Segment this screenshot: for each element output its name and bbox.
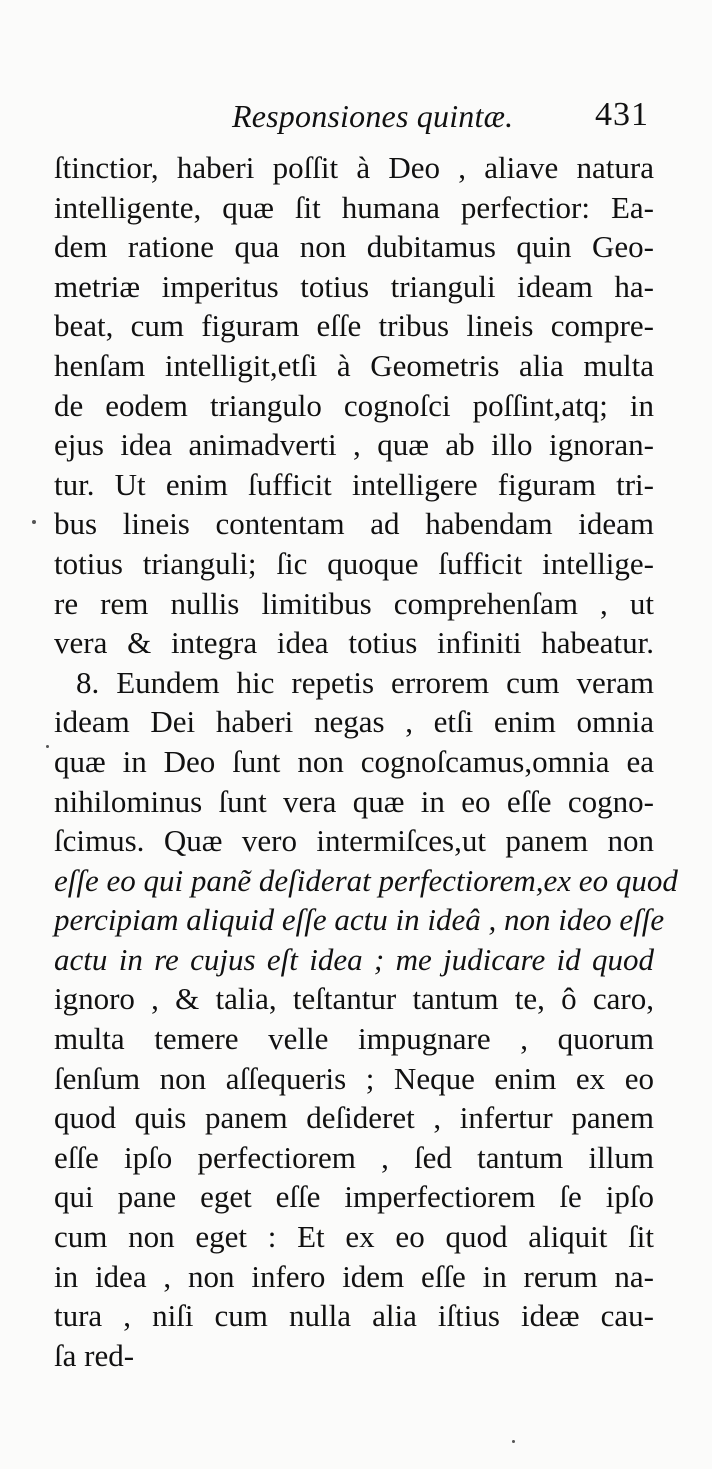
- text-line: intelligente, quæ ſit humana perfectior: Ea-: [54, 189, 654, 225]
- italic-text-line: actu in re cujus eſt idea ; me judicare id quod: [54, 941, 654, 977]
- text-line: quæ in Deo ſunt non cognoſcamus,omnia ea: [54, 743, 654, 779]
- print-speck: [46, 745, 49, 748]
- text-line: multa temere velle impugnare , quorum: [54, 1021, 654, 1057]
- text-line: metriæ imperitus totius trianguli ideam ha-: [54, 268, 654, 304]
- text-line: tur. Ut enim ſufficit intelligere figuram tri-: [54, 466, 654, 502]
- text-line: totius trianguli; ſic quoque ſufficit intellige-: [54, 545, 654, 581]
- print-speck: [32, 520, 36, 524]
- text-line: ideam Dei haberi negas , etſi enim omnia: [54, 704, 654, 740]
- catchword-line: ſa red-: [54, 1337, 135, 1373]
- text-line: eſſe ipſo perfectiorem , ſed tantum illum: [54, 1139, 654, 1175]
- text-line: ejus idea animadverti , quæ ab illo ignoran-: [54, 427, 654, 463]
- text-line: henſam intelligit,etſi à Geometris alia multa: [54, 347, 654, 383]
- page-number: 431: [595, 96, 649, 133]
- text-line: ſcimus. Quæ vero intermiſces,ut panem non: [54, 823, 654, 859]
- running-title: Responsiones quintæ.: [232, 98, 514, 134]
- running-head: [0, 92, 712, 144]
- text-line: cum non eget : Et ex eo quod aliquit ſit: [54, 1219, 654, 1255]
- text-line: ſtinctior, haberi poſſit à Deo , aliave natura: [54, 150, 654, 185]
- text-line: nihilominus ſunt vera quæ in eo eſſe cogno-: [54, 783, 654, 819]
- text-line: vera & integra idea totius infiniti habeatur.: [54, 625, 654, 661]
- italic-text-line: percipiam aliquid eſſe actu in ideâ , non ideo eſſe: [54, 902, 665, 938]
- text-line: qui pane eget eſſe imperfectiorem ſe ipſo: [54, 1179, 654, 1215]
- text-line: bus lineis contentam ad habendam ideam: [54, 506, 654, 542]
- text-line: in idea , non infero idem eſſe in rerum na-: [54, 1258, 654, 1294]
- text-line: re rem nullis limitibus comprehenſam , ut: [54, 585, 654, 621]
- body-text: [54, 148, 678, 1375]
- text-line: ſenſum non aſſequeris ; Neque enim ex eo: [54, 1060, 654, 1096]
- text-line: beat, cum figuram eſſe tribus lineis compre-: [54, 308, 654, 344]
- text-line: tura , niſi cum nulla alia iſtius ideæ cau-: [54, 1298, 654, 1334]
- text-line: ignoro , & talia, teſtantur tantum te, ô caro,: [54, 981, 654, 1017]
- text-line: de eodem triangulo cognoſci poſſint,atq; in: [54, 387, 654, 423]
- print-speck: [512, 1440, 515, 1443]
- italic-text-line: eſſe eo qui panẽ deſiderat perfectiorem,ex eo quod: [54, 862, 678, 898]
- paragraph-start-line: 8. Eundem hic repetis errorem cum veram: [76, 664, 654, 700]
- text-line: dem ratione qua non dubitamus quin Geo-: [54, 229, 654, 265]
- text-line: quod quis panem deſideret , infertur panem: [54, 1100, 654, 1136]
